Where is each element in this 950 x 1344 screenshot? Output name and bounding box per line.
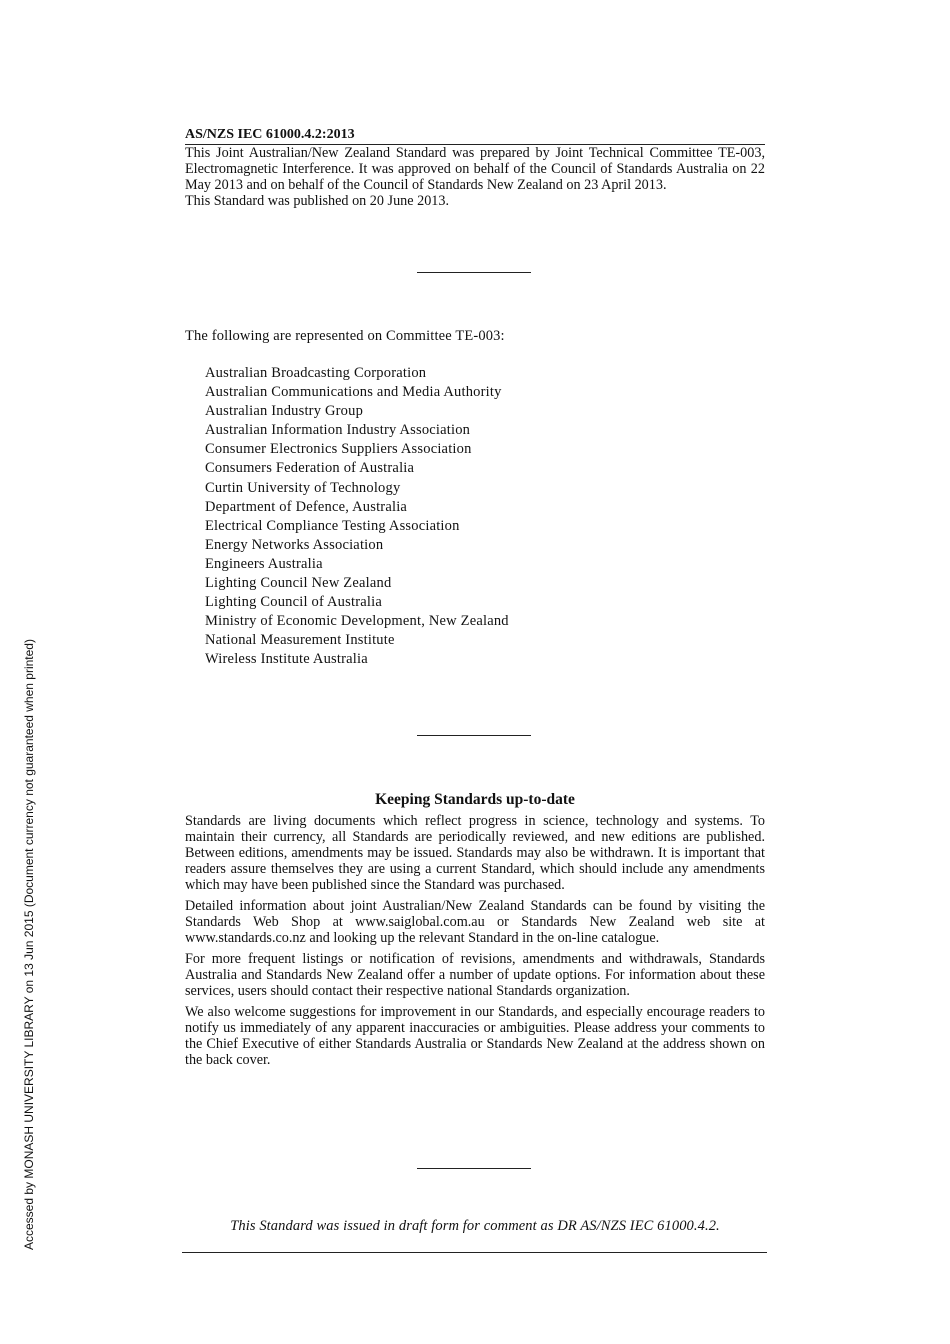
list-item: Australian Industry Group [205, 403, 364, 420]
keeping-paragraph: We also welcome suggestions for improvement in our Standards, and especially encourage readers to notify us immediately of any apparent inaccuracies or ambiguities. Please address your comments to the Chief Executive of either Standards Australia or Standards New Zealand at the address shown on the back cover. [185, 1004, 765, 1068]
list-item: Department of Defence, Australia [205, 498, 408, 515]
publication-statement: This Standard was published on 20 June 2013. [185, 193, 450, 209]
list-item: Lighting Council of Australia [205, 594, 382, 611]
list-item: Australian Communications and Media Authority [205, 384, 502, 401]
list-item: Energy Networks Association [205, 536, 384, 553]
keeping-standards-heading: Keeping Standards up-to-date [375, 791, 575, 808]
list-item: Curtin University of Technology [205, 479, 401, 496]
section-divider [417, 272, 531, 273]
list-item: Electrical Compliance Testing Association [205, 517, 460, 534]
keeping-paragraph: Detailed information about joint Australian/New Zealand Standards can be found by visiting the Standards Web Shop at www.saiglobal.com.au or Standards New Zealand web site at www.standards.co.nz and looking up the relevant Standard in the on-line catalogue. [185, 898, 765, 946]
footer-rule [182, 1252, 767, 1253]
keeping-paragraph: Standards are living documents which reflect progress in science, technology and systems. To maintain their currency, all Standards are periodically reviewed, and new editions are published. Between editions, amendments may be issued. Standards may also be withdrawn. It is important that readers assure themselves they are using a current Standard, which should include any amendments which may have been published since the Standard was purchased. [185, 813, 765, 893]
draft-note: This Standard was issued in draft form for comment as DR AS/NZS IEC 61000.4.2. [230, 1218, 720, 1234]
list-item: Consumer Electronics Suppliers Association [205, 441, 472, 458]
approval-statement: This Joint Australian/New Zealand Standard was prepared by Joint Technical Committee TE-003, Electromagnetic Interference. It was approved on behalf of the Council of Standards Australia on 22 May 2013 and on behalf of the Council of Standards New Zealand on 23 April 2013. [185, 145, 765, 193]
section-divider [417, 735, 531, 736]
keeping-standards-body [185, 813, 765, 1073]
intro-block [185, 145, 765, 209]
keeping-paragraph: For more frequent listings or notification of revisions, amendments and withdrawals, Standards Australia and Standards New Zealand offer a number of update options. For information about these services, users should contact their respective national Standards organization. [185, 951, 765, 999]
committee-lead-text: The following are represented on Committee TE-003: [185, 328, 505, 344]
list-item: Wireless Institute Australia [205, 651, 368, 668]
list-item: Australian Information Industry Association [205, 422, 471, 439]
access-watermark: Accessed by MONASH UNIVERSITY LIBRARY on 13 Jun 2015 (Document currency not guaranteed when printed) [22, 639, 36, 1250]
list-item: Ministry of Economic Development, New Zealand [205, 613, 509, 630]
list-item: Lighting Council New Zealand [205, 575, 392, 592]
list-item: Australian Broadcasting Corporation [205, 365, 427, 381]
standard-identifier: AS/NZS IEC 61000.4.2:2013 [185, 126, 765, 145]
list-item: Engineers Australia [205, 555, 323, 572]
list-item: Consumers Federation of Australia [205, 460, 415, 477]
list-item: National Measurement Institute [205, 632, 395, 649]
section-divider [417, 1168, 531, 1169]
committee-member-list [205, 364, 509, 670]
